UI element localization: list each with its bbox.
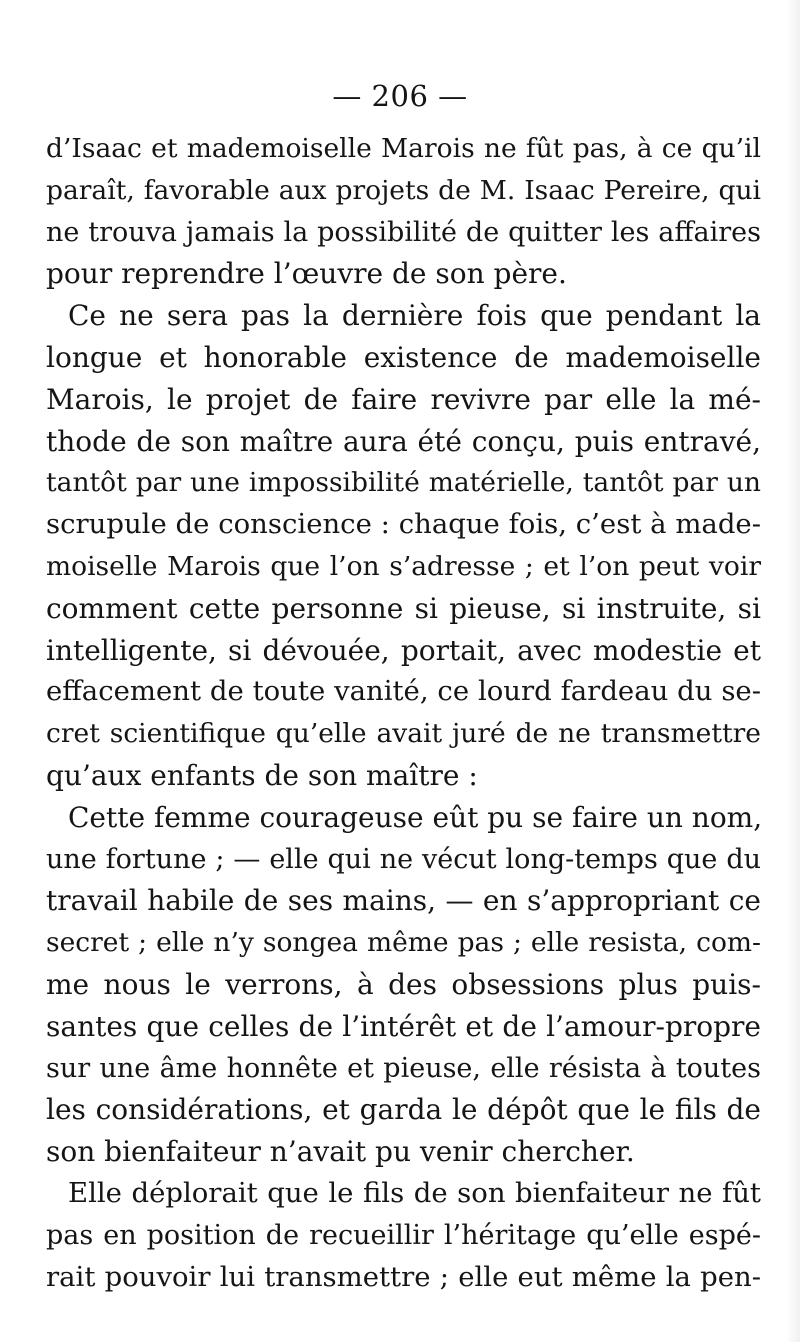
text-line: une fortune ; — elle qui ne vécut long-temps que du xyxy=(46,843,761,875)
text-line: Ce ne sera pas la dernière fois que pendant la xyxy=(68,299,761,333)
text-line: thode de son maître aura été conçu, puis entravé, xyxy=(46,424,761,458)
text-line: comment cette personne si pieuse, si instruite, si xyxy=(46,591,761,625)
text-line: pour reprendre l’œuvre de son père. xyxy=(46,257,567,291)
text-line: rait pouvoir lui transmettre ; elle eut même la pen- xyxy=(46,1260,761,1293)
text-line: les considérations, et garda le dépôt que le fils de xyxy=(46,1093,761,1127)
text-line: effacement de toute vanité, ce lourd fardeau du se- xyxy=(46,675,761,708)
text-line: Marois, le projet de faire revivre par elle la mé- xyxy=(46,382,761,416)
text-line: qu’aux enfants de son maître : xyxy=(46,758,478,792)
text-line: me nous le verrons, à des obsessions plus puis- xyxy=(46,967,761,1001)
paragraph xyxy=(46,797,761,1173)
text-line: longue et honorable existence de mademoiselle xyxy=(46,340,761,374)
text-line: intelligente, si dévouée, portait, avec modestie et xyxy=(46,633,761,667)
page-number: — 206 — xyxy=(332,79,468,113)
text-line: ne trouva jamais la possibilité de quitter les affaires xyxy=(46,216,761,248)
text-line: cret scientifique qu’elle avait juré de ne transmettre xyxy=(46,718,761,750)
text-line: paraît, favorable aux projets de M. Isaac Pereire, qui xyxy=(46,174,761,206)
paragraph xyxy=(46,1173,761,1298)
text-line: santes que celles de l’intérêt et de l’amour-propre xyxy=(46,1009,761,1043)
text-line: travail habile de ses mains, — en s’appropriant ce xyxy=(46,884,761,918)
text-line: Elle déplorait que le fils de son bienfaiteur ne fût xyxy=(68,1176,761,1209)
text-line: scrupule de conscience : chaque fois, c’est à made- xyxy=(46,508,761,541)
text-line: moiselle Marois que l’on s’adresse ; et l’on peut voir xyxy=(46,550,761,582)
text-line: Cette femme courageuse eût pu se faire un nom, xyxy=(68,800,763,834)
page-edge-shadow xyxy=(786,0,800,1342)
text-line: secret ; elle n’y songea même pas ; elle resista, com- xyxy=(46,927,761,959)
text-line: sur une âme honnête et pieuse, elle résista à toutes xyxy=(46,1052,761,1084)
text-line: tantôt par une impossibilité matérielle, tantôt par un xyxy=(46,467,761,499)
paragraph xyxy=(46,295,761,797)
text-line: d’Isaac et mademoiselle Marois ne fût pas, à ce qu’il xyxy=(46,133,761,164)
paragraph xyxy=(46,128,761,295)
text-line: pas en position de recueillir l’héritage qu’elle espé- xyxy=(46,1219,761,1251)
body-text xyxy=(46,128,761,1298)
text-line: son bienfaiteur n’avait pu venir chercher. xyxy=(46,1135,635,1169)
